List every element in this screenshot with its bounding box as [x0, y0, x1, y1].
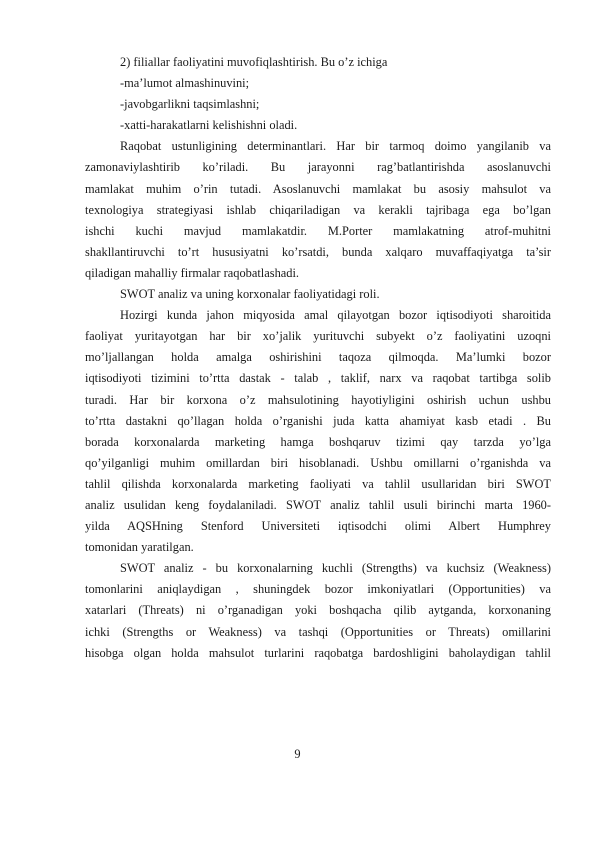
document-page [85, 52, 551, 664]
page-number: 9 [294, 747, 301, 761]
text-line: ichki (Strengths or Weakness) va tashqi (Opportunities or Threats) omillarini [85, 624, 551, 639]
text-line: mamlakat muhim o’rin tutadi. Asoslanuvchi mamlakat bu asosiy mahsulot va [85, 181, 551, 196]
text-line: SWOT analiz va uning korxonalar faoliyatidagi roli. [120, 287, 380, 302]
text-line: SWOT analiz - bu korxonalarning kuchli (Strengths) va kuchsiz (Weakness) [120, 561, 551, 576]
text-line: hisobga olgan holda mahsulot turlarini raqobatga bardoshligini baholaydigan tahlil [85, 645, 551, 660]
text-line: zamonaviylashtirib ko’riladi. Bu jarayonni rag’batlantirishda asoslanuvchi [85, 160, 551, 175]
text-line: -javobgarlikni taqsimlashni; [120, 97, 260, 112]
text-line: turadi. Har bir korxona o’z mahsulotining hayotiyligini oshirish uchun ushbu [85, 392, 551, 407]
text-line: tahlil qilishda korxonalarda marketing faoliyati va tahlil usullaridan biri SWOT [85, 476, 551, 491]
text-line: qiladigan mahalliy firmalar raqobatlashadi. [85, 265, 300, 280]
text-line: tomonlarini aniqlaydigan , shuningdek bozor imkoniyatlari (Opportunities) va [85, 582, 551, 597]
text-line: borada korxonalarda marketing hamga boshqaruv tizimi qay tarzda yo’lga [85, 434, 551, 449]
text-line: shakllantiruvchi to’rt hususiyatni ko’rsatdi, bunda xalqaro muvaffaqiyatga ta’sir [85, 244, 551, 259]
text-line: to’rtta dastakni qo’llagan holda o’rganishi juda katta ahamiyat kasb etadi . Bu [85, 413, 551, 428]
text-line: 2) filiallar faoliyatini muvofiqlashtirish. Bu o’z ichiga [120, 55, 388, 69]
text-line: -ma’lumot almashinuvini; [120, 76, 250, 91]
text-line: yilda AQSHning Stenford Universiteti iqtisodchi olimi Albert Humphrey [85, 519, 551, 534]
text-line: qo’yilganligi muhim omillardan biri hisoblanadi. Ushbu omillarni o’rganishda va [85, 455, 551, 470]
text-line: Hozirgi kunda jahon miqyosida amal qilayotgan bozor iqtisodiyoti sharoitida [120, 308, 551, 323]
text-line: analiz usulidan keng foydalaniladi. SWOT analiz tahlil usuli birinchi marta 1960- [85, 497, 551, 512]
text-line: mo’ljallangan holda amalga oshirishini taqoza qilmoqda. Ma’lumki bozor [85, 350, 551, 365]
text-line: xatarlari (Threats) ni o’rganadigan yoki boshqacha qilib aytganda, korxonaning [85, 603, 551, 618]
text-line: tomonidan yaratilgan. [85, 540, 194, 555]
text-line: iqtisodiyoti tizimini to’rtta dastak - talab , taklif, narx va raqobat tartibga solib [85, 371, 551, 386]
text-line: texnologiya strategiyasi ishlab chiqariladigan va kerakli tajribaga ega bo’lgan [85, 202, 551, 217]
text-line: Raqobat ustunligining determinantlari. Har bir tarmoq doimo yangilanib va [120, 139, 551, 154]
text-line: -xatti-harakatlarni kelishishni oladi. [120, 118, 298, 133]
text-line: faoliyat yuritayotgan har bir xo’jalik yurituvchi subyekt o’z faoliyatini uzoqni [85, 329, 551, 344]
text-line: ishchi kuchi mavjud mamlakatdir. M.Porter mamlakatning atrof-muhitni [85, 223, 551, 238]
